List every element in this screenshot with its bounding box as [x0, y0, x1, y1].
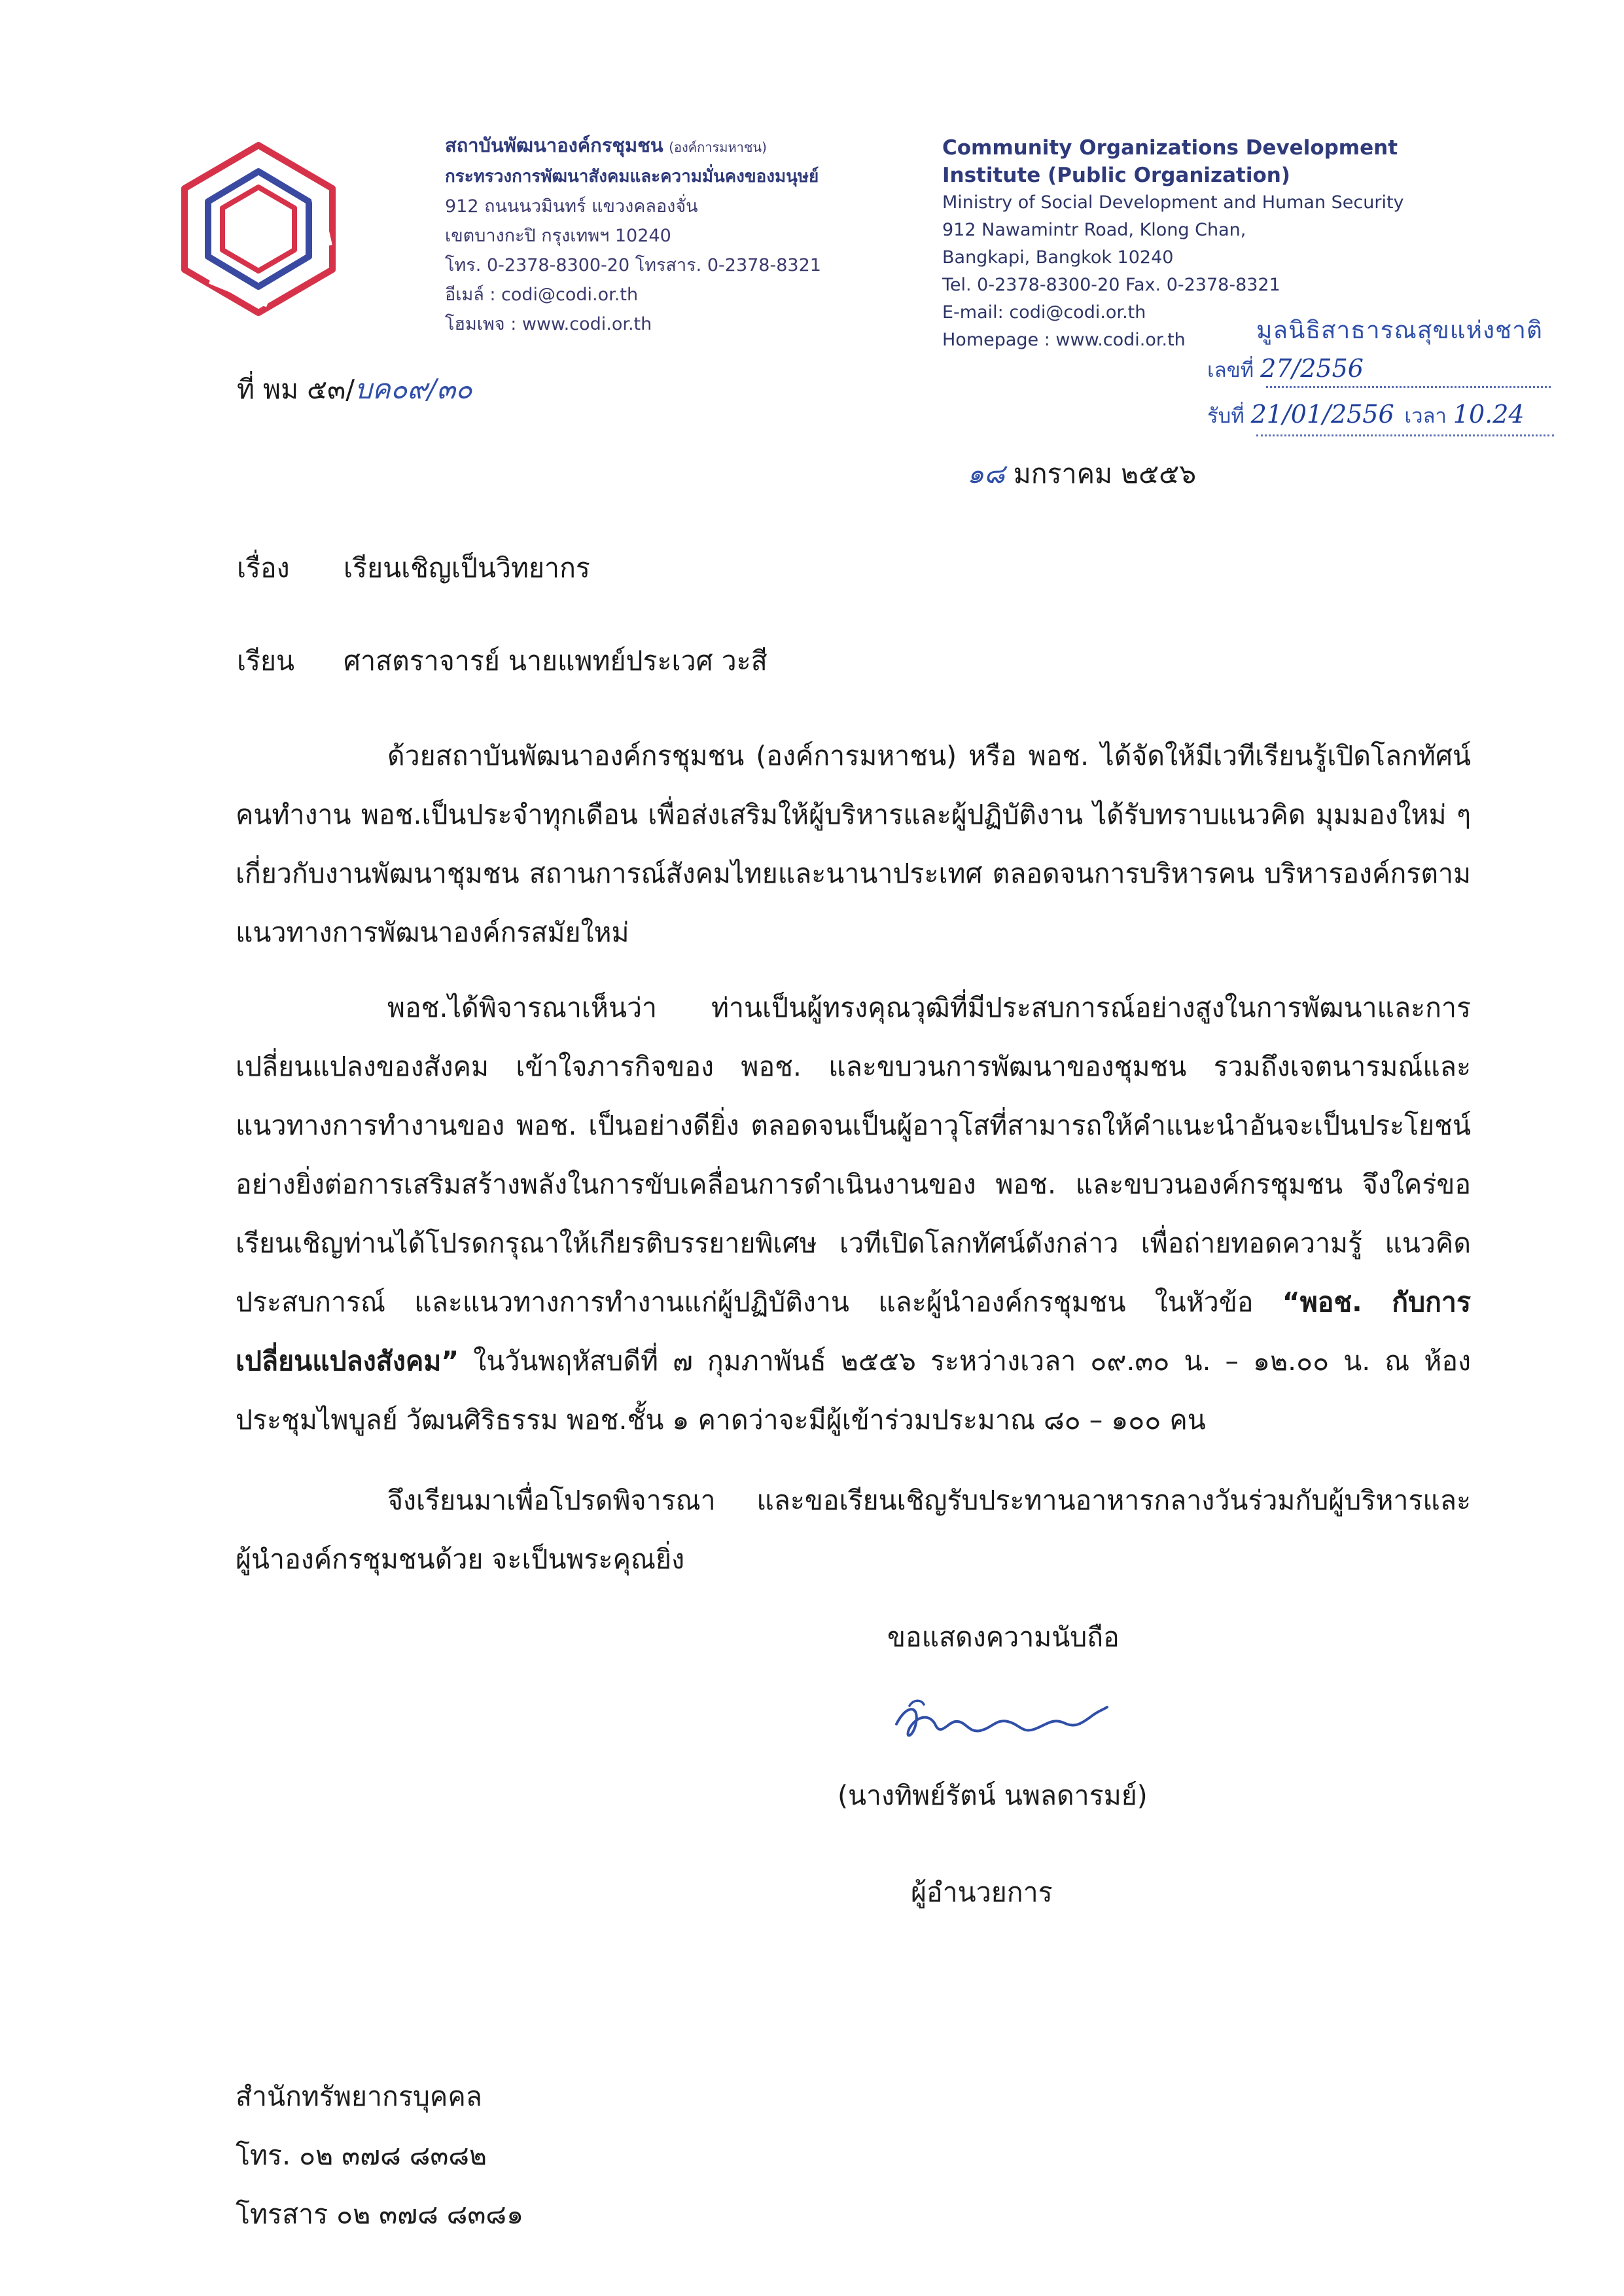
recipient-label: เรียน — [237, 645, 295, 677]
stamp-received-label: รับที่ — [1207, 404, 1244, 428]
stamp-time-label: เวลา — [1404, 404, 1447, 428]
stamp-number-label: เลขที่ — [1207, 359, 1254, 382]
thai-email: อีเมล์ : codi@codi.or.th — [445, 285, 639, 305]
paragraph-3-text: จึงเรียนมาเพื่อโปรดพิจารณา และขอเรียนเชิญรับประทานอาหารกลางวันร่วมกับผู้บริหารและผู้นำองค์กรชุมชนด้วย จะเป็นพระคุณยิ่ง — [236, 1485, 1471, 1575]
paragraph-2-topic: “พอช. กับการเปลี่ยนแปลงสังคม” — [236, 1286, 1471, 1377]
closing-text: ขอแสดงความนับถือ — [887, 1621, 1120, 1653]
paragraph-2-text-b: ในวันพฤหัสบดีที่ ๗ กุมภาพันธ์ ๒๕๕๖ ระหว่างเวลา ๐๙.๓๐ น. – ๑๒.๐๐ น. ณ ห้องประชุมไพบูลย์ วัฒนศิริธรรม พอช.ชั้น ๑ คาดว่าจะมีผู้เข้าร่วมประมาณ ๘๐ – ๑๐๐ คน — [236, 1345, 1471, 1436]
stamp-title: มูลนิธิสาธารณสุขแห่งชาติ — [1256, 316, 1543, 344]
date-day-handwritten: ๑๘ — [967, 458, 1005, 489]
stamp-number — [1207, 353, 1364, 386]
english-email: E-mail: codi@codi.or.th — [942, 302, 1146, 323]
thai-org-name: สถาบันพัฒนาองค์กรชุมชน (องค์การมหาชน) — [445, 134, 767, 156]
english-org-name-1: Community Organizations Development — [942, 136, 1398, 160]
reference-number — [237, 368, 472, 411]
recipient-text: ศาสตราจารย์ นายแพทย์ประเวศ วะสี — [344, 645, 768, 677]
english-address-1: 912 Nawamintr Road, Klong Chan, — [942, 220, 1246, 240]
body-paragraph-1 — [236, 726, 1471, 962]
footer-office: สำนักทรัพยากรบุคคล — [236, 2081, 482, 2112]
footer-fax: โทรสาร ๐๒ ๓๗๘ ๘๓๘๑ — [236, 2199, 524, 2230]
subject-label: เรื่อง — [237, 552, 290, 584]
body-paragraph-3 — [236, 1471, 1471, 1589]
stamp-time-value: 10.24 — [1453, 400, 1525, 429]
footer-telephone: โทร. ๐๒ ๓๗๘ ๘๓๘๒ — [236, 2140, 487, 2171]
english-homepage: Homepage : www.codi.or.th — [942, 330, 1186, 350]
stamp-received — [1207, 399, 1525, 432]
recipient-line — [237, 640, 768, 682]
stamp-received-dotted-line — [1256, 434, 1554, 436]
english-org-name-2: Institute (Public Organization) — [942, 164, 1290, 187]
thai-address-2: เขตบางกะปิ กรุงเทพฯ 10240 — [445, 226, 671, 246]
subject-text: เรียนเชิญเป็นวิทยากร — [344, 552, 590, 584]
signer-title: ผู้อำนวยการ — [911, 1877, 1053, 1908]
thai-phone: โทร. 0-2378-8300-20 โทรสาร. 0-2378-8321 — [445, 255, 821, 275]
codi-logo-icon — [164, 131, 353, 327]
stamp-number-value: 27/2556 — [1260, 354, 1364, 383]
thai-homepage: โฮมเพจ : www.codi.or.th — [445, 314, 652, 334]
reference-printed: ที่ พม ๕๓/ — [237, 374, 355, 405]
english-phone: Tel. 0-2378-8300-20 Fax. 0-2378-8321 — [942, 275, 1280, 295]
reference-handwritten: บค๐๙/๓๐ — [355, 373, 472, 405]
thai-ministry: กระทรวงการพัฒนาสังคมและความมั่นคงของมนุษย์ — [445, 167, 819, 186]
stamp-received-date: 21/01/2556 — [1250, 400, 1394, 429]
body-paragraph-2 — [236, 978, 1471, 1449]
handwritten-signature — [870, 1685, 1132, 1763]
letter-date — [967, 453, 1196, 495]
stamp-number-dotted-line — [1266, 386, 1551, 388]
signer-name: (นางทิพย์รัตน์ นพลดารมย์) — [838, 1780, 1148, 1811]
paragraph-1-text: ด้วยสถาบันพัฒนาองค์กรชุมชน (องค์การมหาชน) หรือ พอช. ได้จัดให้มีเวทีเรียนรู้เปิดโลกทัศน์คนทำงาน พอช.เป็นประจำทุกเดือน เพื่อส่งเสริมให้ผู้บริหารและผู้ปฏิบัติงาน ได้รับทราบแนวคิด มุมมองใหม่ ๆ เกี่ยวกับงานพัฒนาชุมชน สถานการณ์สังคมไทยและนานาประเทศ ตลอดจนการบริหารคน บริหารองค์กรตามแนวทางการพัฒนาองค์กรสมัยใหม่ — [236, 740, 1471, 948]
thai-address-1: 912 ถนนนวมินทร์ แขวงคลองจั่น — [445, 196, 698, 217]
english-address-2: Bangkapi, Bangkok 10240 — [942, 247, 1174, 268]
paragraph-2-text-a: พอช.ได้พิจารณาเห็นว่า ท่านเป็นผู้ทรงคุณวุฒิที่มีประสบการณ์อย่างสูงในการพัฒนาและการเปลี่ยนแปลงของสังคม เข้าใจภารกิจของ พอช. และขบวนการพัฒนาของชุมชน รวมถึงเจตนารมณ์และแนวทางการทำงานของ พอช. เป็นอย่างดียิ่ง ตลอดจนเป็นผู้อาวุโสที่สามารถให้คำแนะนำอันจะเป็นประโยชน์อย่างยิ่งต่อการเสริมสร้างพลังในการขับเคลื่อนการดำเนินงานของ พอช. และขบวนองค์กรชุมชน จึงใคร่ขอเรียนเชิญท่านได้โปรดกรุณาให้เกียรติบรรยายพิเศษ เวทีเปิดโลกทัศน์ดังกล่าว เพื่อถ่ายทอดความรู้ แนวคิด ประสบการณ์ และแนวทางการทำงานแก่ผู้ปฏิบัติงาน และผู้นำองค์กรชุมชน ในหัวข้อ — [236, 992, 1471, 1318]
english-ministry: Ministry of Social Development and Human Security — [942, 192, 1404, 213]
subject-line — [237, 547, 590, 590]
thai-letterhead — [445, 131, 890, 339]
date-month-year: มกราคม ๒๕๕๖ — [1013, 458, 1197, 489]
